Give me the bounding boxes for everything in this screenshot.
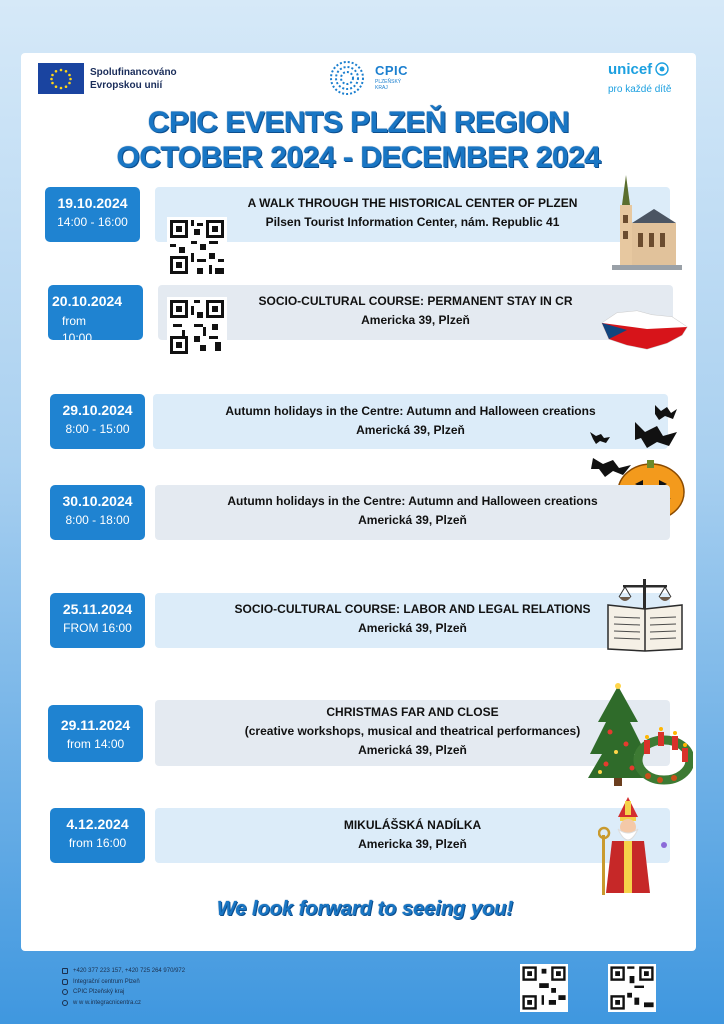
qr-code-icon[interactable] — [167, 217, 227, 277]
event-5-title: SOCIO-CULTURAL COURSE: LABOR AND LEGAL RELATIONS — [234, 602, 591, 616]
event-3-date: 29.10.2024 — [62, 402, 133, 418]
event-2-time: from 10:00 — [62, 314, 93, 345]
phone-icon — [62, 968, 68, 974]
czech-map-icon — [597, 305, 692, 355]
event-1-info — [155, 187, 670, 242]
cpic-sub: PLZEŇSKÝ KRAJ — [375, 79, 402, 91]
event-1-date-box — [45, 187, 140, 242]
phone-text[interactable]: +420 377 223 157, +420 725 264 970/972 — [73, 968, 186, 974]
event-3-date-box — [50, 394, 145, 449]
event-6-date: 29.11.2024 — [60, 717, 131, 733]
event-1-time: 14:00 - 16:00 — [57, 215, 128, 229]
eu-cofinanced-text — [90, 66, 200, 92]
eu-stars-icon — [46, 67, 76, 91]
event-4-title: Autumn holidays in the Centre: Autumn and Halloween creations — [227, 494, 598, 508]
eu-line1: Spolufinancováno — [90, 67, 177, 78]
event-4-place: Americká 39, Plzeň — [358, 513, 467, 527]
event-6-title: CHRISTMAS FAR AND CLOSE — [326, 705, 499, 719]
event-1-date: 19.10.2024 — [57, 195, 128, 211]
cathedral-icon — [612, 175, 682, 270]
instagram-icon — [62, 979, 68, 985]
unicef-tagline: pro každé dítě — [608, 84, 672, 95]
footer-slogan: We look forward to seeing you! — [216, 898, 514, 920]
instagram-text[interactable]: Integrační centrum Plzeň — [73, 978, 140, 985]
event-3-place: Americká 39, Plzeň — [356, 423, 465, 437]
qr-code-icon[interactable] — [608, 964, 656, 1012]
qr-code-icon[interactable] — [167, 297, 227, 357]
event-7-place: Americka 39, Plzeň — [358, 837, 467, 851]
contact-list — [62, 966, 185, 1008]
event-6-date-box — [48, 705, 143, 762]
event-2-info — [158, 285, 673, 340]
contact-instagram — [62, 977, 185, 988]
event-3-title: Autumn holidays in the Centre: Autumn and Halloween creations — [225, 404, 596, 418]
page-title-line1: CPIC EVENTS PLZEŇ REGION — [147, 106, 570, 139]
facebook-text[interactable]: CPIC Plzeňský kraj — [73, 989, 125, 995]
event-7-date: 4.12.2024 — [66, 816, 129, 832]
event-5-date: 25.11.2024 — [62, 601, 133, 617]
unicef-logo-text: unicef — [608, 61, 653, 78]
event-7-time: from 16:00 — [68, 836, 127, 850]
saint-nicholas-icon — [598, 795, 676, 897]
unicef-globe-icon — [655, 62, 669, 76]
event-2-date-box — [48, 285, 143, 345]
event-5-place: Americká 39, Plzeň — [358, 621, 467, 635]
event-1-title: A WALK THROUGH THE HISTORICAL CENTER OF PLZEN — [247, 196, 578, 210]
contact-phone — [62, 966, 185, 977]
law-book-scales-icon — [605, 575, 685, 653]
event-2-date: 20.10.2024 — [52, 293, 123, 309]
event-5-time: FROM 16:00 — [63, 621, 132, 635]
event-6-time: from 14:00 — [66, 737, 125, 751]
contact-facebook — [62, 987, 185, 998]
contact-web — [62, 998, 185, 1009]
event-2-place: Americka 39, Plzeň — [361, 313, 470, 327]
event-7-info — [155, 808, 670, 863]
event-5-date-box — [50, 593, 145, 648]
cpic-name: CPIC — [375, 63, 409, 78]
event-4-date-box — [50, 485, 145, 540]
eu-flag-logo — [38, 63, 84, 94]
event-3-time: 8:00 - 15:00 — [65, 422, 130, 436]
event-6-subtitle: (creative workshops, musical and theatrical performances) — [244, 724, 581, 738]
event-6-place: Americká 39, Plzeň — [358, 743, 467, 757]
event-4-date: 30.10.2024 — [62, 493, 133, 509]
globe-icon — [62, 1000, 68, 1006]
event-4-info — [155, 485, 670, 540]
eu-line2: Evropskou unií — [90, 80, 163, 91]
event-7-date-box — [50, 808, 145, 863]
event-2-title: SOCIO-CULTURAL COURSE: PERMANENT STAY IN CR — [258, 294, 573, 308]
qr-code-icon[interactable] — [520, 964, 568, 1012]
web-text[interactable]: w w w.integracnicentra.cz — [73, 999, 142, 1006]
event-7-title: MIKULÁŠSKÁ NADÍLKA — [343, 818, 482, 832]
page-title-line2: OCTOBER 2024 - DECEMBER 2024 — [116, 141, 601, 174]
event-1-place: Pilsen Tourist Information Center, nám. Republic 41 — [265, 215, 560, 229]
event-5-info — [155, 593, 670, 648]
event-4-time: 8:00 - 18:00 — [65, 513, 130, 527]
christmas-tree-wreath-icon — [588, 682, 693, 792]
facebook-icon — [62, 989, 68, 995]
